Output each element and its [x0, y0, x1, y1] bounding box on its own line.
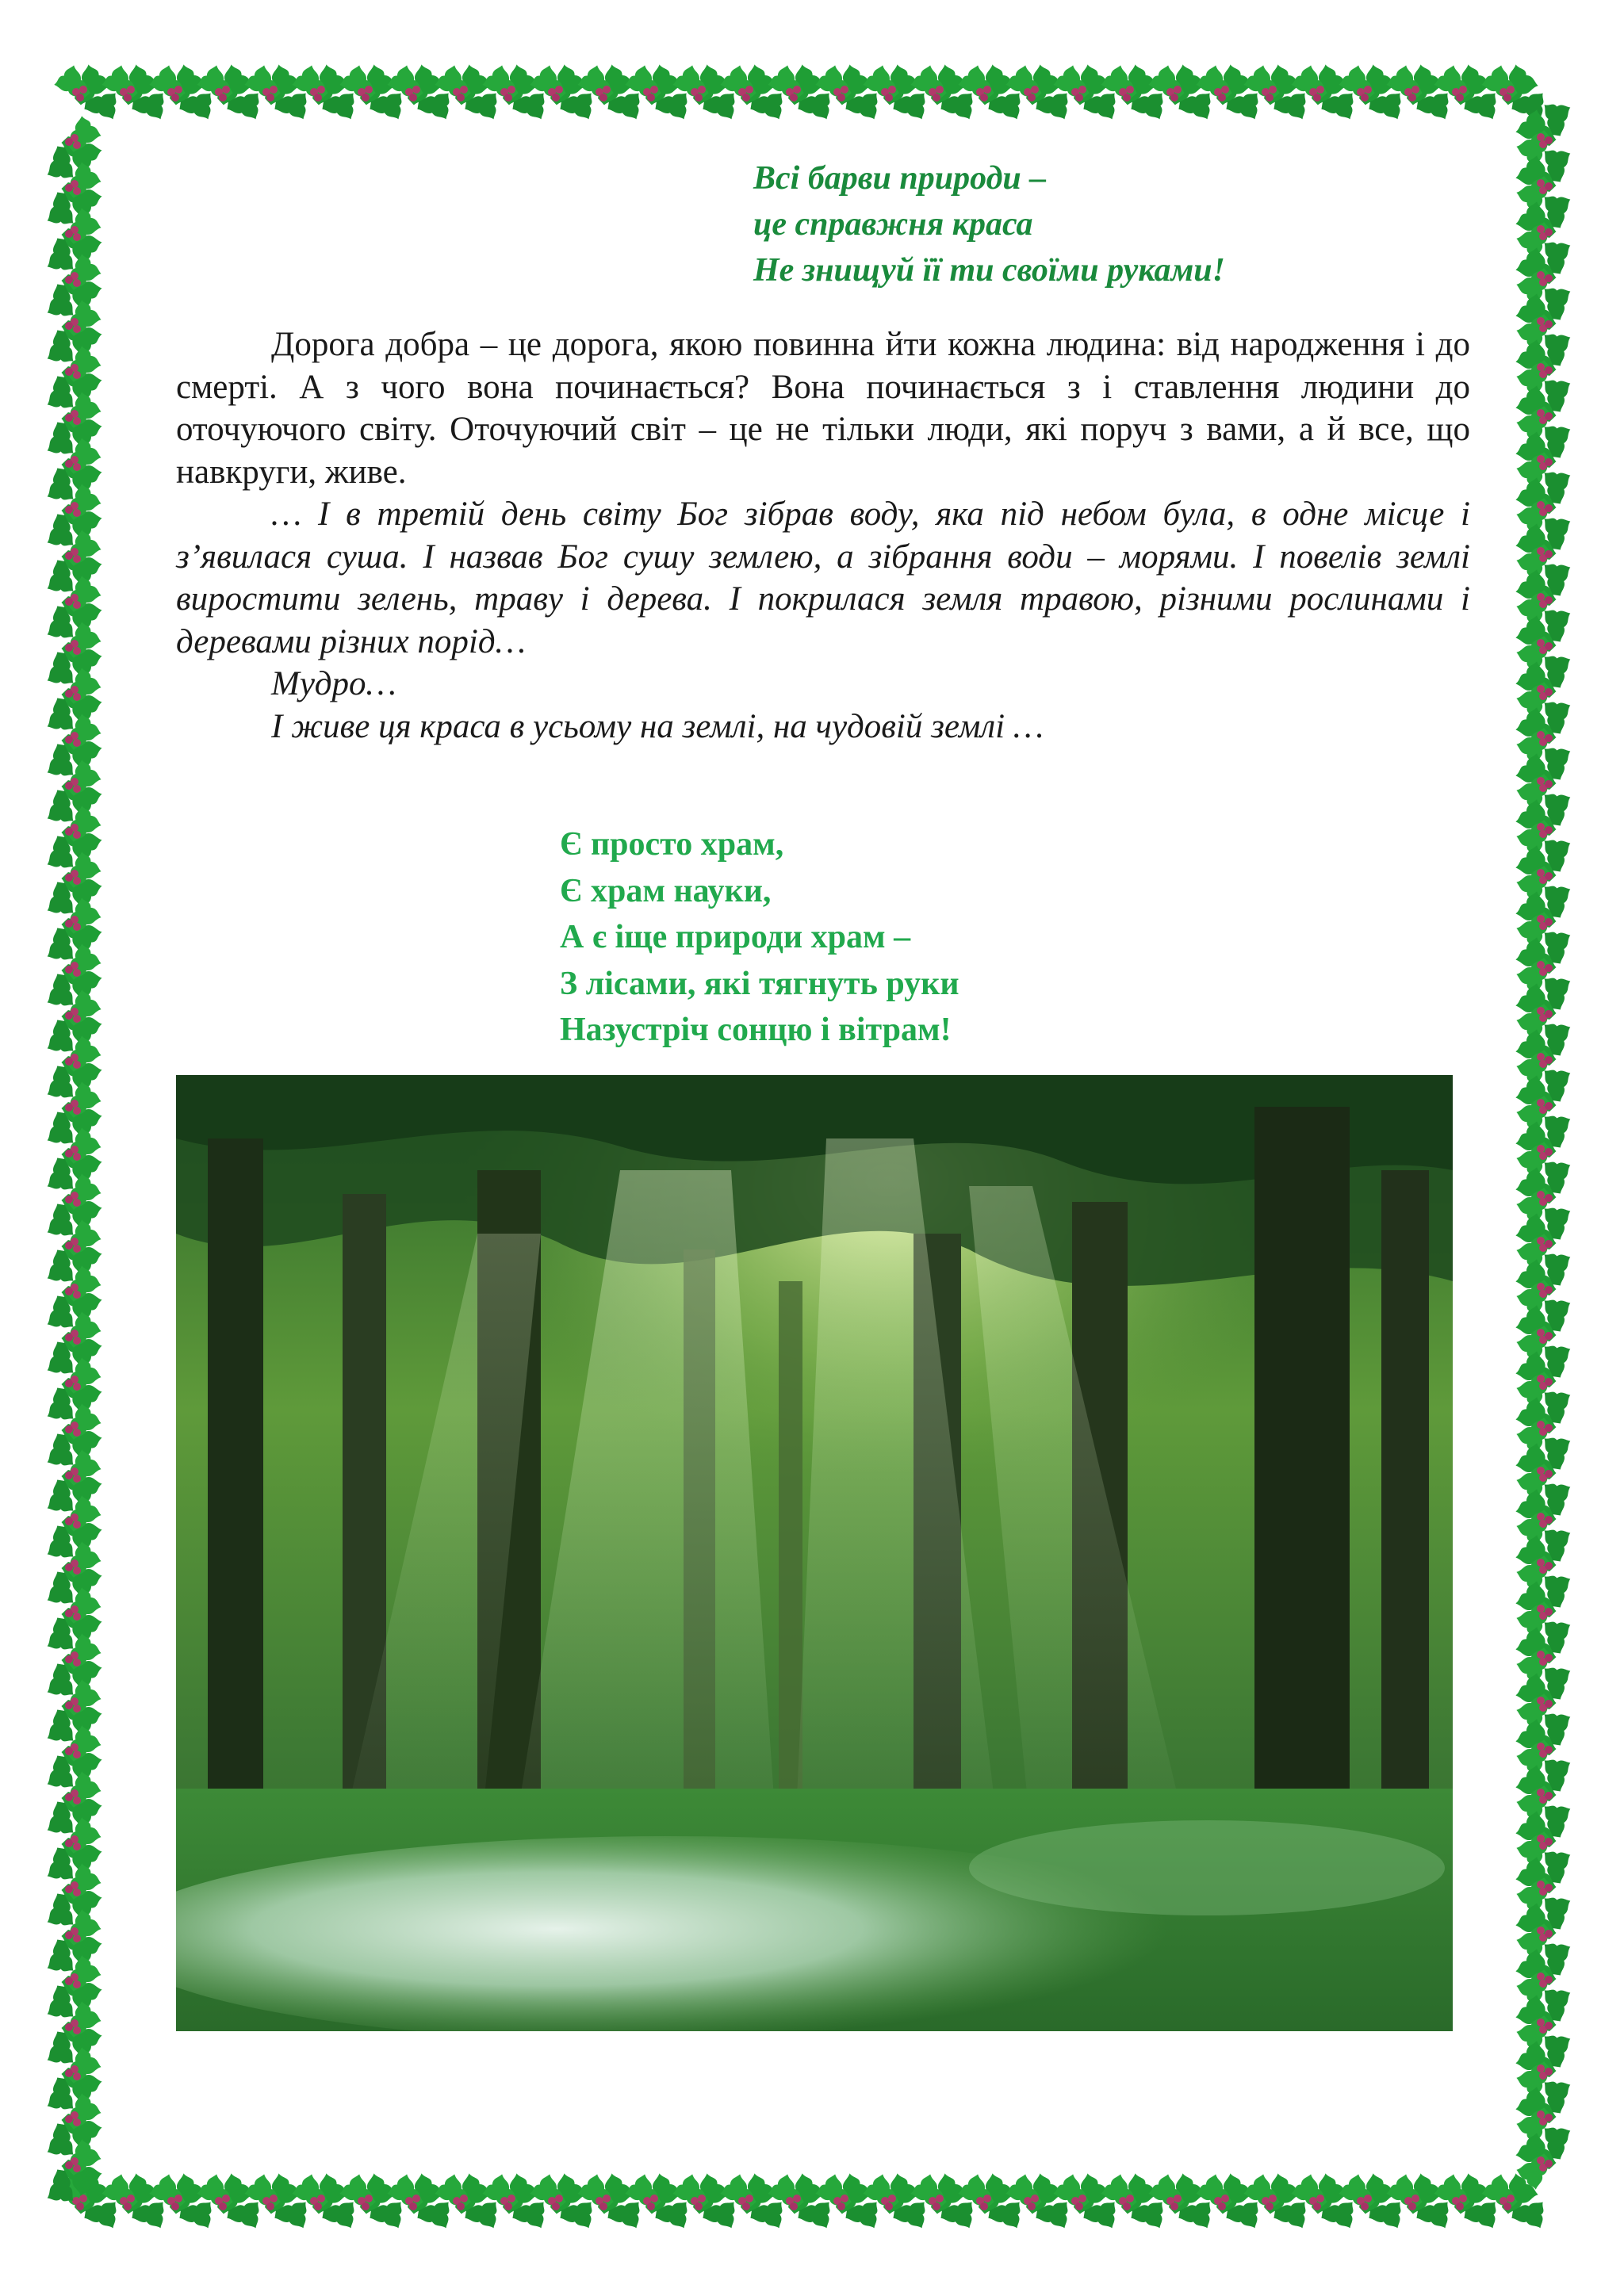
poem-line: А є іще природи храм – — [560, 919, 911, 955]
poem-line: Назустріч сонцю і вітрам! — [560, 1012, 952, 1048]
quote-paragraph: І живе ця краса в усьому на землі, на чудовій землі … — [271, 707, 1044, 745]
poem — [560, 821, 1274, 1054]
poem-line: З лісами, які тягнуть руки — [560, 965, 959, 1002]
forest-photo — [176, 1075, 1453, 2031]
poem-line: Є просто храм, — [560, 826, 784, 863]
epigraph — [753, 155, 1467, 293]
epigraph-line: це справжня краса — [753, 206, 1033, 243]
quote-paragraph: Мудро… — [271, 665, 396, 702]
body-text — [176, 323, 1470, 748]
epigraph-line: Не знищуй її ти своїми руками! — [753, 252, 1225, 289]
poem-line: Є храм науки, — [560, 872, 772, 909]
body-paragraph: Дорога добра – це дорога, якою повинна йти кожна людина: від народження і до смерті. А з чого вона починається? Вона починається з і ставлення людини до оточуючого світу. Оточуючий світ – це не тільки люди, які поруч з вами, а й все, що навкруги, живе. — [176, 326, 1470, 491]
epigraph-line: Всі барви природи – — [753, 160, 1047, 197]
quote-paragraph: … І в третій день світу Бог зібрав воду, яка під небом була, в одне місце і з’явилася суша. І назвав Бог сушу землею, а зібрання води – морями. І повелів землі виростити зелень, траву і дерева. І покрилася земля травою, різними рослинами і деревами різних порід… — [176, 496, 1470, 660]
